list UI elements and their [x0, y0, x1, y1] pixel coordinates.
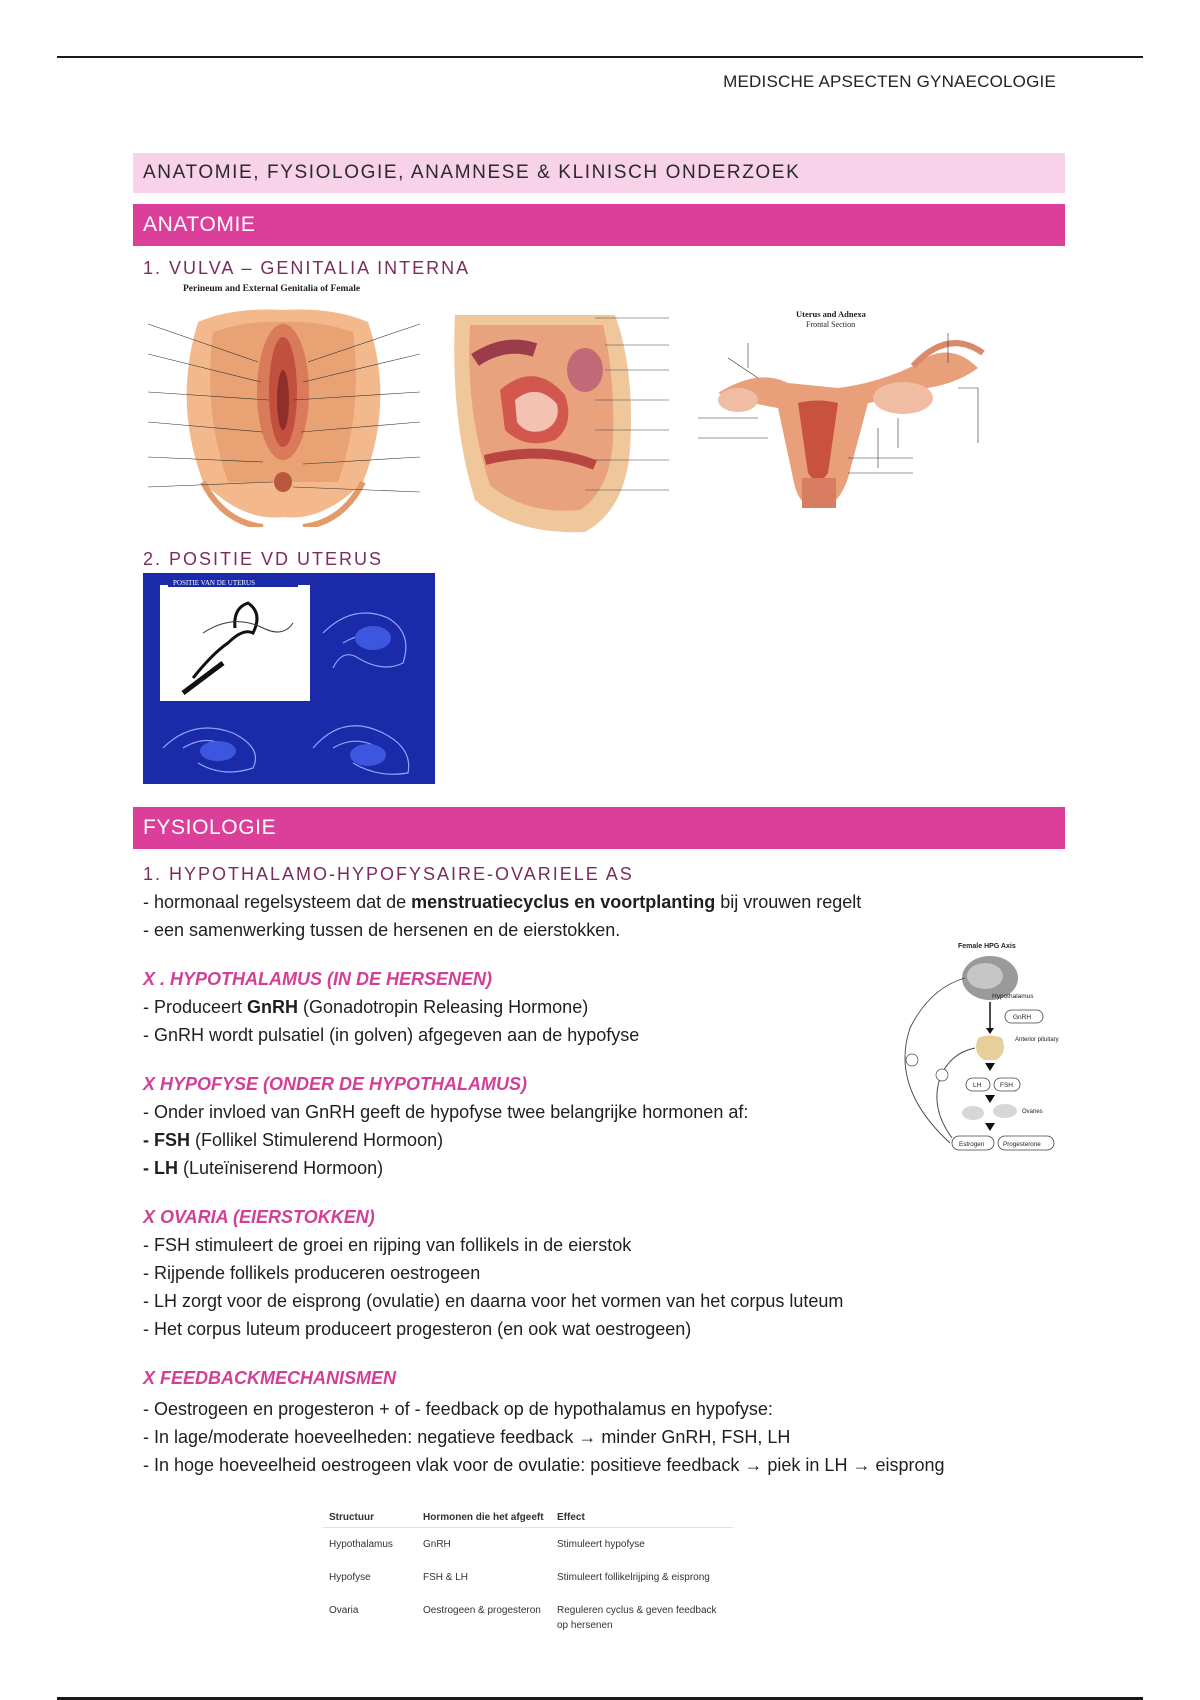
- table-header-row: [323, 1485, 733, 1528]
- feedback-line-3: - In hoge hoeveelheid oestrogeen vlak voor de ovulatie: positieve feedback → piek in LH → eisprong: [143, 1455, 945, 1475]
- hypothalamus-line-1-bold: GnRH: [247, 997, 299, 1017]
- hypofyse-heading: X HYPOFYSE (ONDER DE HYPOTHALAMUS): [143, 1074, 528, 1094]
- table-cell: Reguleren cyclus & geven feedback op hersenen: [557, 1605, 717, 1631]
- main-title-band: ANATOMIE, FYSIOLOGIE, ANAMNESE & KLINISCH ONDERZOEK: [133, 153, 1065, 193]
- feedback-heading: X FEEDBACKMECHANISMEN: [143, 1368, 397, 1388]
- hypothalamus-line-1-a: - Produceert: [143, 997, 248, 1017]
- table-cell: Stimuleert follikelrijping & eisprong: [557, 1572, 710, 1583]
- hpg-gnrh-label: GnRH: [1013, 1014, 1032, 1021]
- hormone-summary-table: [323, 1485, 733, 1645]
- vulva-figure-caption: Perineum and External Genitalia of Female: [183, 284, 361, 294]
- hpg-title: Female HPG Axis: [958, 943, 1016, 950]
- sagittal-section-illustration: [445, 300, 670, 535]
- hpg-estrogen-label: Estrogen: [959, 1141, 985, 1148]
- ovaria-line-4: - Het corpus luteum produceert progesteron (en ook wat oestrogeen): [143, 1319, 692, 1339]
- vulva-illustration: [143, 282, 425, 527]
- hpg-ovaries-label: Ovaries: [1022, 1109, 1043, 1115]
- hypothalamus-line-1-c: (Gonadotropin Releasing Hormone): [298, 997, 589, 1017]
- intro-line-2: - een samenwerking tussen de hersenen en de eierstokken.: [143, 920, 621, 940]
- subheading-hpo-as: 1. HYPOTHALAMO-HYPOFYSAIRE-OVARIELE AS: [143, 864, 634, 884]
- table-cell: Ovaria: [329, 1605, 359, 1616]
- table-cell: GnRH: [423, 1539, 451, 1550]
- hypofyse-line-2-bold: - FSH: [143, 1130, 190, 1150]
- table-row: [323, 1528, 733, 1562]
- table-cell: FSH & LH: [423, 1572, 469, 1583]
- hpg-pituitary-label: Anterior pituitary: [1015, 1037, 1059, 1043]
- ovaria-line-3: - LH zorgt voor de eisprong (ovulatie) en daarna voor het vormen van het corpus luteum: [143, 1291, 844, 1311]
- top-rule: [57, 56, 1143, 58]
- table-header-effect: Effect: [551, 1485, 733, 1528]
- table-cell: Hypofyse: [329, 1572, 371, 1583]
- hypofyse-line-3: [143, 1158, 383, 1179]
- intro-line-1-a: - hormonaal regelsysteem dat de: [143, 892, 412, 912]
- uterus-position-illustration: [143, 573, 435, 784]
- hpg-fsh-label: FSH: [1000, 1082, 1013, 1089]
- hpg-hypothalamus-label: Hypothalamus: [992, 993, 1034, 1000]
- hypofyse-line-2-b: (Follikel Stimulerend Hormoon): [190, 1130, 444, 1150]
- uterus-figure-caption-2: Frontal Section: [806, 320, 856, 329]
- hpg-progesterone-label: Progesterone: [1003, 1141, 1041, 1148]
- feedback-line-1: - Oestrogeen en progesteron + of - feedback op de hypothalamus en hypofyse:: [143, 1399, 773, 1419]
- section-heading-fysiologie: FYSIOLOGIE: [133, 807, 1065, 849]
- hypofyse-line-3-bold: - LH: [143, 1158, 178, 1178]
- table-cell: Oestrogeen & progesteron: [423, 1605, 541, 1616]
- hypofyse-line-3-b: (Luteïniserend Hormoon): [178, 1158, 384, 1178]
- subheading-positie: 2. POSITIE VD UTERUS: [143, 549, 384, 569]
- hpg-axis-diagram: [870, 938, 1110, 1170]
- table-row: [323, 1594, 733, 1642]
- hypothalamus-line-2: - GnRH wordt pulsatiel (in golven) afgegeven aan de hypofyse: [143, 1025, 640, 1045]
- ovaria-line-2: - Rijpende follikels produceren oestrogeen: [143, 1263, 481, 1283]
- uterus-adnexa-illustration: [698, 308, 990, 526]
- subheading-vulva: 1. VULVA – GENITALIA INTERNA: [143, 258, 471, 278]
- positie-caption: POSITIE VAN DE UTERUS: [173, 579, 255, 587]
- running-header: MEDISCHE APSECTEN GYNAECOLOGIE: [723, 72, 1056, 91]
- intro-line-1-c: bij vrouwen regelt: [715, 892, 862, 912]
- ovaria-line-1: - FSH stimuleert de groei en rijping van follikels in de eierstok: [143, 1235, 632, 1255]
- ovaria-heading: X OVARIA (EIERSTOKKEN): [143, 1207, 375, 1227]
- hypofyse-line-1: - Onder invloed van GnRH geeft de hypofyse twee belangrijke hormonen af:: [143, 1102, 749, 1122]
- table-header-structuur: Structuur: [323, 1485, 417, 1528]
- table-cell: Stimuleert hypofyse: [557, 1539, 645, 1550]
- table-header-hormonen: Hormonen die het afgeeft: [417, 1485, 551, 1528]
- feedback-line-2: - In lage/moderate hoeveelheden: negatieve feedback → minder GnRH, FSH, LH: [143, 1427, 791, 1447]
- table-cell: Hypothalamus: [329, 1539, 393, 1550]
- section-heading-anatomie: ANATOMIE: [133, 204, 1065, 246]
- intro-line-1-bold: menstruatiecyclus en voortplanting: [411, 892, 716, 912]
- hypofyse-line-2: [143, 1130, 443, 1151]
- table-row: [323, 1561, 733, 1594]
- hpg-lh-label: LH: [973, 1082, 982, 1089]
- uterus-figure-caption-1: Uterus and Adnexa: [796, 309, 866, 319]
- hypothalamus-line-1: [143, 997, 588, 1018]
- hypothalamus-heading: X . HYPOTHALAMUS (IN DE HERSENEN): [143, 969, 493, 989]
- intro-line-1: [143, 892, 861, 913]
